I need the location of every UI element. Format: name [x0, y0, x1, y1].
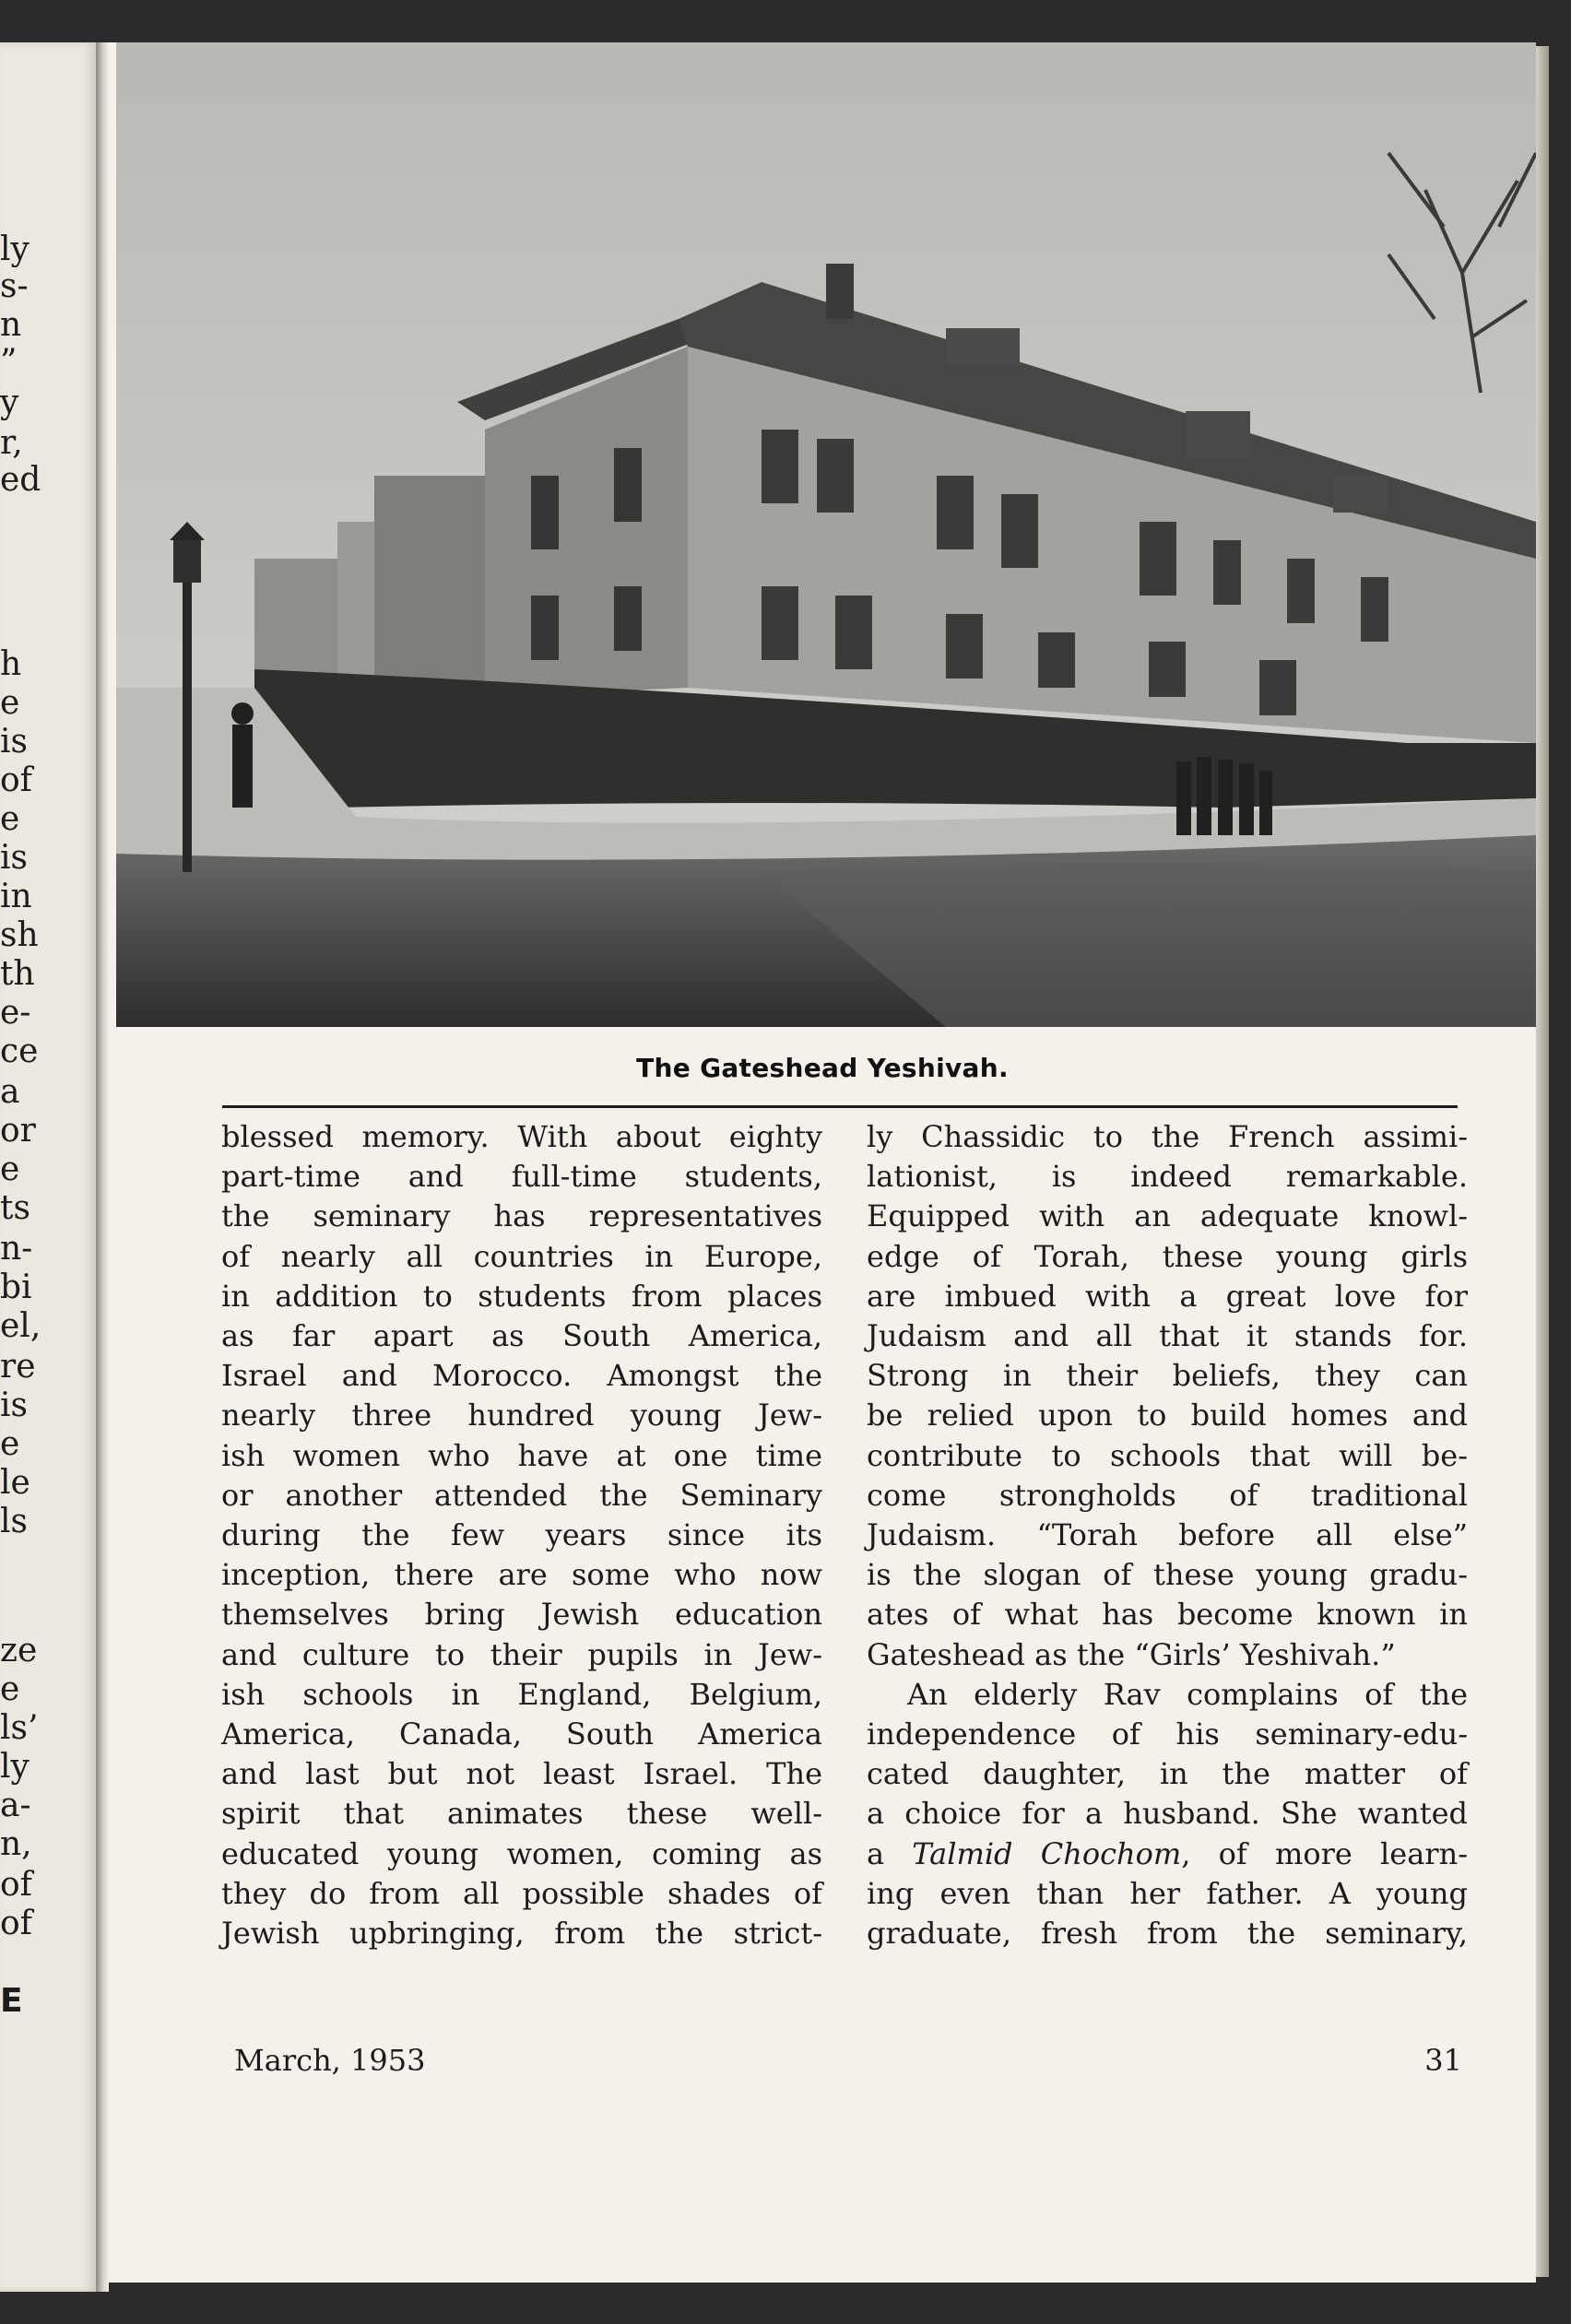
facing-text-fragment: ly: [0, 230, 30, 268]
facing-text-fragment: s-: [0, 267, 29, 305]
article-line: graduate, fresh from the seminary,: [867, 1916, 1468, 1952]
issue-date: March, 1953: [234, 2043, 426, 2078]
facing-text-fragment: bi: [0, 1268, 32, 1306]
facing-text-fragment: ls: [0, 1503, 28, 1540]
facing-text-fragment: is: [0, 1386, 28, 1424]
article-line: Strong in their beliefs, they can: [867, 1358, 1468, 1394]
magazine-page: [109, 42, 1536, 2283]
facing-text-fragment: ce: [0, 1032, 39, 1070]
article-line: independence of his seminary-edu-: [867, 1716, 1468, 1752]
facing-text-fragment: ed: [0, 461, 41, 499]
article-line: spirit that animates these well-: [221, 1796, 822, 1832]
facing-text-fragment: in: [0, 878, 32, 915]
facing-text-fragment: e: [0, 684, 20, 722]
article-line: Judaism and all that it stands for.: [867, 1318, 1468, 1354]
article-line: or another attended the Seminary: [221, 1477, 822, 1513]
book-gutter: [96, 42, 109, 2292]
facing-page-edge: [0, 42, 96, 2292]
article-line: of nearly all countries in Europe,: [221, 1238, 822, 1274]
article-line: inception, there are some who now: [221, 1557, 822, 1593]
article-line: Equipped with an adequate knowl-: [867, 1198, 1468, 1234]
article-line: cated daughter, in the matter of: [867, 1756, 1468, 1792]
facing-text-fragment: ”: [0, 343, 18, 381]
facing-text-fragment: n,: [0, 1825, 32, 1863]
facing-text-fragment: ly: [0, 1748, 30, 1786]
article-line: ish schools in England, Belgium,: [221, 1676, 822, 1712]
facing-text-fragment: or: [0, 1112, 36, 1150]
article-line: lationist, is indeed remarkable.: [867, 1159, 1468, 1195]
page-number: 31: [1424, 2043, 1462, 2078]
article-line: the seminary has representatives: [221, 1198, 822, 1234]
article-line: ish women who have at one time: [221, 1437, 822, 1473]
article-column-left: [221, 1117, 822, 1953]
facing-text-fragment: e: [0, 800, 20, 838]
facing-text-fragment: ze: [0, 1632, 38, 1669]
article-line: they do from all possible shades of: [221, 1875, 822, 1911]
article-line: come strongholds of traditional: [867, 1477, 1468, 1513]
article-line: themselves bring Jewish education: [221, 1597, 822, 1633]
facing-text-fragment: of: [0, 761, 32, 799]
facing-text-fragment: e: [0, 1150, 20, 1188]
article-line: ates of what has become known in: [867, 1597, 1468, 1633]
facing-text-fragment: e-: [0, 994, 31, 1032]
article-line: as far apart as South America,: [221, 1318, 822, 1354]
facing-text-fragment: a: [0, 1073, 20, 1111]
page-edge-shadow: [1536, 46, 1549, 2277]
photo-illustration: [116, 42, 1536, 1027]
facing-text-fragment: n: [0, 306, 22, 344]
article-line: nearly three hundred young Jew-: [221, 1398, 822, 1433]
article-line: are imbued with a great love for: [867, 1278, 1468, 1314]
facing-text-fragment: ts: [0, 1189, 30, 1227]
facing-text-fragment: is: [0, 723, 28, 761]
article-line: Gateshead as the “Girls’ Yeshivah.”: [867, 1636, 1396, 1672]
facing-text-fragment: h: [0, 645, 22, 683]
facing-text-fragment: e: [0, 1425, 20, 1463]
article-line: An elderly Rav complains of the: [907, 1676, 1468, 1712]
facing-text-fragment: n-: [0, 1230, 33, 1268]
article-line: be relied upon to build homes and: [867, 1398, 1468, 1433]
article-line: Jewish upbringing, from the strict-: [221, 1916, 822, 1952]
facing-text-fragment: le: [0, 1464, 30, 1502]
facing-text-fragment: re: [0, 1348, 36, 1386]
article-line: ly Chassidic to the French assimi-: [867, 1119, 1468, 1154]
article-line: America, Canada, South America: [221, 1716, 822, 1752]
facing-text-fragment: el,: [0, 1307, 41, 1345]
article-line: educated young women, coming as: [221, 1835, 822, 1871]
article-column-right: [867, 1117, 1468, 1953]
article-line: Israel and Morocco. Amongst the: [221, 1358, 822, 1394]
article-line: and last but not least Israel. The: [221, 1756, 822, 1792]
article-line: ing even than her father. A young: [867, 1875, 1468, 1911]
article-line: edge of Torah, these young girls: [867, 1238, 1468, 1274]
article-line: blessed memory. With about eighty: [221, 1119, 822, 1154]
article-line: and culture to their pupils in Jew-: [221, 1636, 822, 1672]
article-line: a choice for a husband. She wanted: [867, 1796, 1468, 1832]
article-line: in addition to students from places: [221, 1278, 822, 1314]
facing-text-fragment: sh: [0, 916, 39, 954]
photo-caption: The Gateshead Yeshivah.: [636, 1053, 1009, 1083]
article-line: Judaism. “Torah before all else”: [867, 1517, 1468, 1553]
article-line: a Talmid Chochom, of more learn-: [867, 1835, 1468, 1871]
facing-text-fragment: is: [0, 839, 28, 877]
facing-text-fragment: of: [0, 1866, 32, 1904]
gateshead-yeshivah-photo: [116, 42, 1536, 1027]
facing-text-fragment: r,: [0, 424, 23, 462]
facing-text-fragment: e: [0, 1670, 20, 1708]
article-line: part-time and full-time students,: [221, 1159, 822, 1195]
article-line: contribute to schools that will be-: [867, 1437, 1468, 1473]
facing-text-fragment: ls’: [0, 1709, 39, 1747]
facing-text-fragment: a-: [0, 1787, 31, 1824]
facing-text-fragment: of: [0, 1905, 32, 1942]
caption-divider: [222, 1105, 1458, 1108]
facing-text-fragment: th: [0, 955, 35, 993]
article-line: during the few years since its: [221, 1517, 822, 1553]
facing-text-fragment: E: [0, 1982, 23, 2020]
facing-text-fragment: y: [0, 383, 19, 421]
article-line: is the slogan of these young gradu-: [867, 1557, 1468, 1593]
